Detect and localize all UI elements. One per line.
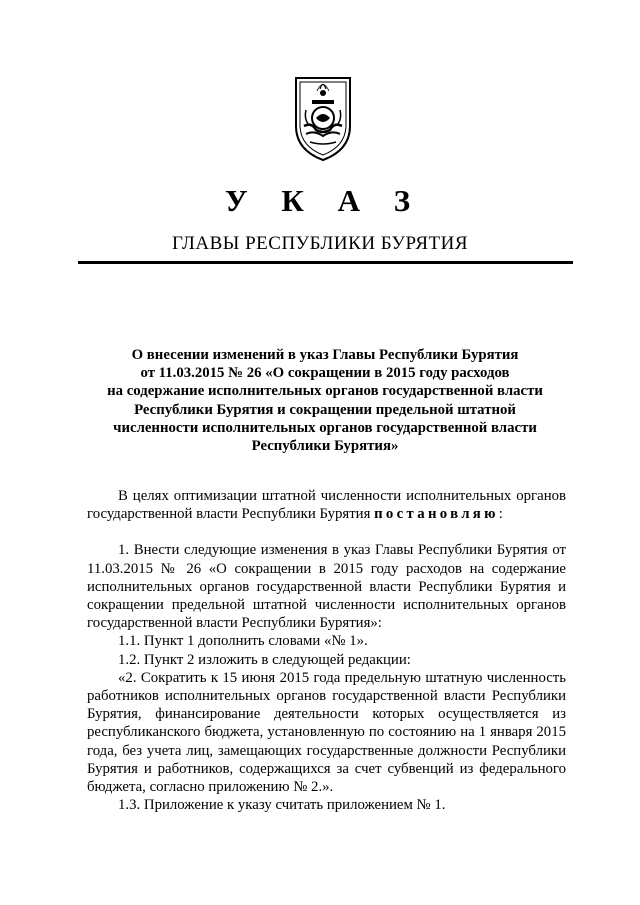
paragraph-1-3: 1.3. Приложение к указу считать приложением № 1. <box>118 797 446 814</box>
preamble-paragraph <box>87 487 566 523</box>
preamble-colon: : <box>498 506 503 523</box>
preamble-text: В целях оптимизации штатной численности исполнительных органов государственной власти Республики Бурятия <box>87 488 566 523</box>
heading-line: О внесении изменений в указ Главы Республики Бурятия <box>131 347 519 363</box>
heading-line: Республики Бурятия и сокращении предельной штатной <box>134 401 516 418</box>
paragraph-1-2: 1.2. Пункт 2 изложить в следующей редакции: <box>118 651 411 668</box>
heading-line: от 11.03.2015 № 26 «О сокращении в 2015 году расходов <box>140 365 510 382</box>
heading-line: Республики Бурятия» <box>251 438 399 455</box>
paragraph-1-1: 1.1. Пункт 1 дополнить словами «№ 1». <box>118 633 368 650</box>
decree-word: постановляю <box>374 506 499 523</box>
heading-line: численности исполнительных органов государственной власти <box>113 419 537 436</box>
heading-line: на содержание исполнительных органов государственной власти <box>107 383 543 400</box>
document-subtitle: ГЛАВЫ РЕСПУБЛИКИ БУРЯТИЯ <box>171 233 469 254</box>
decree-heading <box>80 346 570 455</box>
paragraph-quote: «2. Сократить к 15 июня 2015 года предельную штатную численность работников исполнительных органов государственной власти Республики Бурятия, финансирование деятельности которых осуществляется из республиканского бюджета, установленную по состоянию на 1 января 2015 года, без учета лиц, замещающих государственные должности Республики Бурятия и работников, содержащихся за счет субвенций из федерального бюджета, согласно приложению № 2.». <box>87 669 566 796</box>
header-divider <box>78 261 573 264</box>
paragraph-1: 1. Внести следующие изменения в указ Главы Республики Бурятия от 11.03.2015 № 26 «О сокращении в 2015 году расходов на содержание исполнительных органов государственной власти Республики Бурятия и сокращении предельной штатной численности исполнительных органов государственной власти Республики Бурятия»: <box>87 542 566 632</box>
coat-of-arms-emblem <box>292 74 354 162</box>
document-title: У К А З <box>224 183 424 218</box>
decree-body <box>87 487 566 814</box>
